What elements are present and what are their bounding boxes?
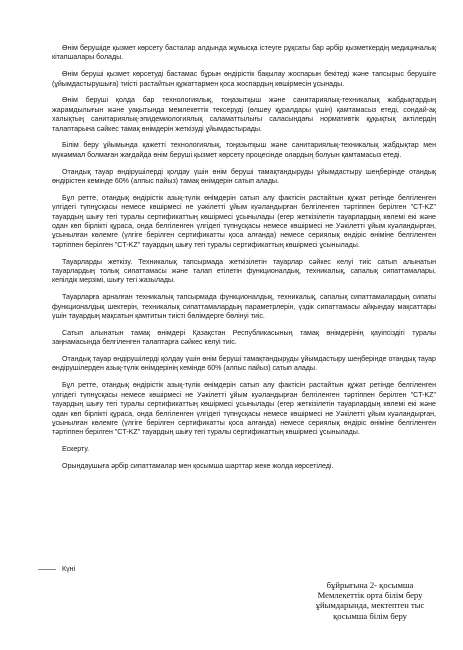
appendix-line: ұйымдарында, мектептен тыс xyxy=(315,600,425,611)
appendix-line: Мемлекеттік орта білім беру xyxy=(317,590,423,601)
paragraph: Білім беру ұйымында қажетті технологиялық, тоңазытқыш және санитариялық-техникалық жабдықтар мен мүкәммал болмаған жағдайда өнім беруші қызмет көрсету процесінде олардың болуын қамтамасыз етеді. xyxy=(52,141,436,159)
paragraph: Отандық тауар өндірушілерді қолдау үшін өнім беруші тамақтандыруды ұйымдастыру шеңберінде отандық тауар өндірушілерден азық-түлік өнімдерінің кемінде 60% (алпыс пайыз) сатып алады. xyxy=(52,355,436,373)
paragraph: Бұл ретте, отандық өндірістік азық-түлік өнімдерін сатып алу фактісін растайтын құжат ретінде белгіленген үлгідегі түпнұсқасы немесе көшірмесі не уәкілетті ұйым куәландырған белгіленген тәртіппен берілген "CT-KZ" тауардың шығу тегі туралы сертификаттың көшірмесі ұсынылады (егер жеткізілетін тауарлардың көлемі екі және одан көп бірлікті құраса, онда белгіленген үлгідегі түпнұсқасы немесе көшірмесі не Уәкілетті ұйым куәландырған, ұсынылған көлемге (үлгіге берілген сертификатты қоса алғанда) немесе сериялық өндіріс өніміне белгіленген тәртіппен берілген "CT-KZ" тауардың шығу тегі туралы сертификаттың көшірмесі ұсынылады. xyxy=(52,193,436,249)
paragraph: Өнім беруші қолда бар технологиялық, тоңазытқыш және санитариялық-техникалық жабдықтардың жарамдылығын және уақытында мемлекеттік тексеруді (өлшеу құралдары үшін) қамтамасыз етеді, сондай-ақ халықтың санитариялық-эпидемиологиялық саламаттылығы саласындағы нормативтік құқықтық актілердің талаптарына сәйкес тамақ өнімдерін жеткізуді ұйымдастырады. xyxy=(52,96,436,133)
paragraph: Өнім беруші қызмет көрсетуді бастамас бұрын өндірістік бақылау жоспарын бекітеді және тапсырыс берушіге (ұйымдастырушыға) тиісті растайтын құжаттармен қоса жоспардың көшірмесін ұсынады. xyxy=(52,70,436,88)
document-body xyxy=(52,44,436,479)
note-heading: Ескерту. xyxy=(62,445,90,454)
paragraph: Сатып алынатын тамақ өнімдері Қазақстан Республикасының тамақ өнімдерінің қауіпсіздігі туралы заңнамасында белгіленген талаптарға сәйкес келуі тиіс. xyxy=(52,328,436,347)
divider-line xyxy=(38,569,56,570)
appendix-line: қосымша білім беру xyxy=(333,610,407,621)
paragraph: Тауарларды жеткізу. Техникалық тапсырмада жеткізілетін тауарлар сәйкес келуі тиіс сатып алынатын тауарлардың толық сипаттамасы және талап етілетін функционалдық, техникалық, сапалық сипаттамалары, кепілдік мерзімі, шығу тегі жазылады. xyxy=(52,257,436,285)
paragraph: Бұл ретте, отандық өндірістік азық-түлік өнімдерін сатып алу фактісін растайтын құжат ретінде белгіленген үлгідегі түпнұсқасы немесе көшірмесі не Уәкілетті ұйым куәландырған белгіленген тәртіппен берілген "CT-KZ" тауардың шығу тегі туралы сертификаттың көшірмесі ұсынылады (егер жеткізілетін тауарлардың көлемі екі және одан көп бірлікті құраса, онда белгіленген үлгідегі түпнұсқасы немесе көшірмесі не Уәкілетті ұйым куәландырған, ұсынылған көлемге (үлгіге берілген сертификатты қоса алғанда) немесе сериялық өндіріс өніміне белгіленген тәртіппен берілген "CT-KZ" тауардың шығу тегі туралы сертификаттың көшірмесі ұсынылады. xyxy=(52,381,436,437)
appendix-header xyxy=(300,580,440,621)
appendix-line: бұйрығына 2- қосымша xyxy=(326,580,414,590)
paragraph: Тауарларға арналған техникалық тапсырмада функционалдық, техникалық, сапалық сипаттамалардың сипаты функционалдық шектерін, техникалық сипаттамалардың параметрлерін, үздік сипаттамасы айқындау мақсаттары үшін тауардың мақсатын қамтитын тиісті бөлімдерге бөлінуі тиіс. xyxy=(52,293,436,321)
paragraph: Отандық тауар өндірушілерді қолдау үшін өнім беруші тамақтандыруды ұйымдастыру шеңберінде отандық өндірістен кемінде 60% (алпыс пайыз) тамақ өнімдерін сатып алады. xyxy=(52,167,436,186)
paragraph: Өнім берушіде қызмет көрсету басталар алдында жұмысқа істеуге рұқсаты бар әрбір қызметкердің медициналық кітапшалары болады. xyxy=(52,44,436,62)
paragraph: Орындаушыға әрбір сипаттамалар мен қосымша шарттар жеке жолда көрсетіледі. xyxy=(62,461,334,470)
date-label: Күні xyxy=(62,565,76,573)
